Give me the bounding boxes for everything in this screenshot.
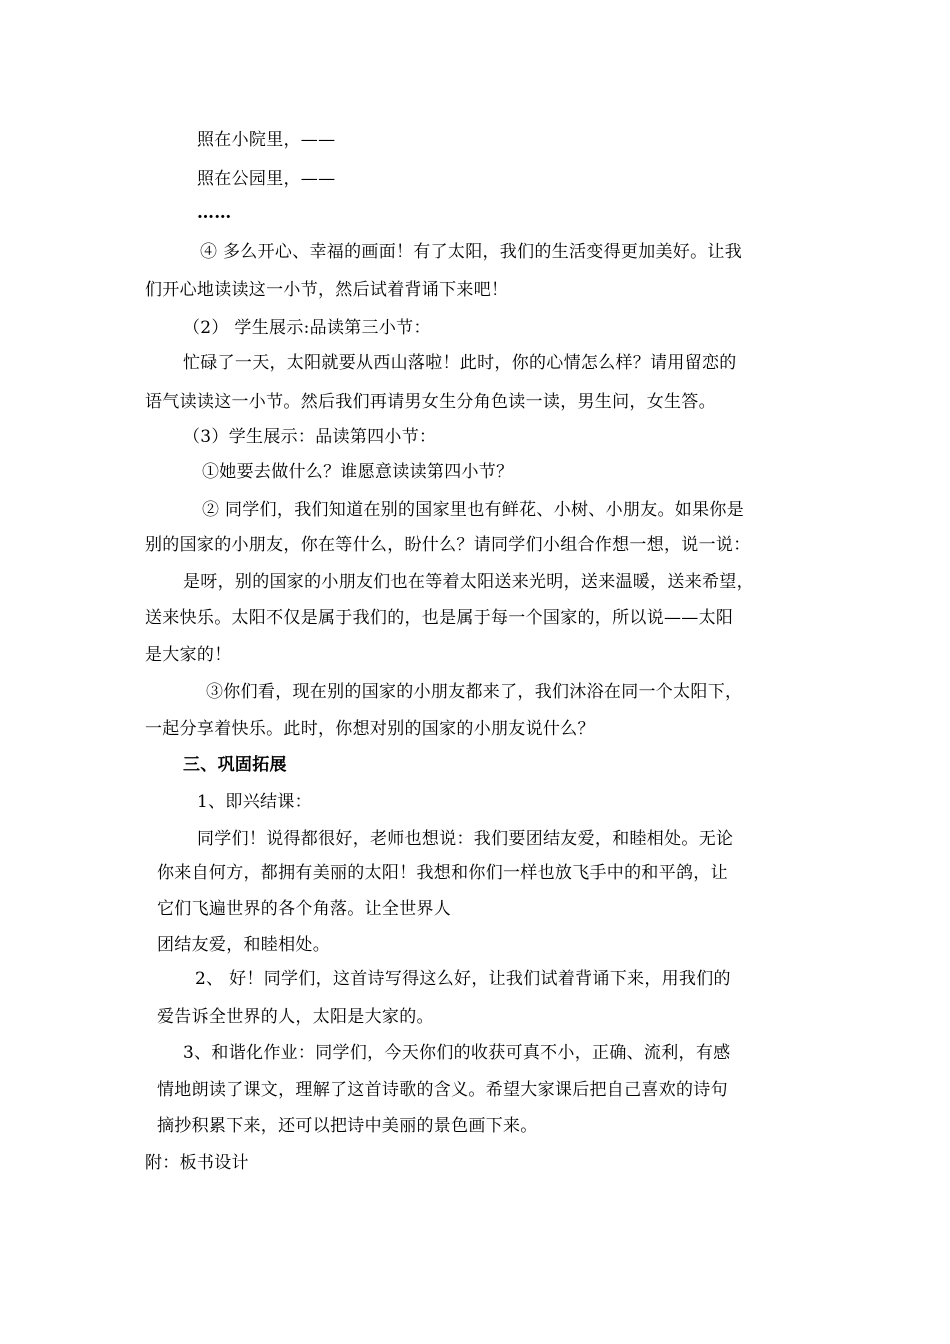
text-line: 忙碌了一天，太阳就要从西山落啦！此时，你的心情怎么样？请用留恋的 [183, 353, 737, 373]
text-line: 是大家的！ [145, 645, 232, 665]
subsection-heading: （2） 学生展示:品读第三小节： [183, 318, 431, 338]
text-line: 摘抄积累下来，还可以把诗中美丽的景色画下来。 [157, 1116, 538, 1136]
text-line: 情地朗读了课文，理解了这首诗歌的含义。希望大家课后把自己喜欢的诗句 [157, 1080, 728, 1100]
text-line: ② 同学们，我们知道在别的国家里也有鲜花、小树、小朋友。如果你是 [202, 500, 745, 520]
text-line: ①她要去做什么？谁愿意读读第四小节？ [202, 462, 514, 482]
text-line: 同学们！说得都很好，老师也想说：我们要团结友爱，和睦相处。无论 [197, 829, 734, 849]
subsection-heading: 1、即兴结课： [197, 792, 312, 812]
text-line: 2、 好！同学们，这首诗写得这么好，让我们试着背诵下来，用我们的 [195, 969, 731, 989]
text-line: 别的国家的小朋友，你在等什么，盼什么？请同学们小组合作想一想，说一说： [145, 535, 751, 555]
text-line: 送来快乐。太阳不仅是属于我们的，也是属于每一个国家的，所以说——太阳 [145, 608, 734, 628]
text-line: 团结友爱，和睦相处。 [157, 935, 330, 955]
section-heading: 三、巩固拓展 [183, 755, 287, 775]
text-line: 3、和谐化作业：同学们，今天你们的收获可真不小，正确、流利，有感 [183, 1043, 731, 1063]
text-line: 照在小院里，—— [197, 130, 336, 150]
text-line: 照在公园里，—— [197, 169, 336, 189]
text-line: 是呀，别的国家的小朋友们也在等着太阳送来光明，送来温暖，送来希望， [183, 572, 754, 592]
appendix-heading: 附：板书设计 [145, 1153, 249, 1173]
text-line: 们开心地读读这一小节，然后试着背诵下来吧！ [145, 280, 509, 300]
text-line: 一起分享着快乐。此时，你想对别的国家的小朋友说什么？ [145, 719, 595, 739]
text-line: 语气读读这一小节。然后我们再请男女生分角色读一读，男生问，女生答。 [145, 392, 716, 412]
text-line: 它们飞遍世界的各个角落。让全世界人 [157, 899, 452, 919]
text-line: 爱告诉全世界的人，太阳是大家的。 [157, 1007, 434, 1027]
text-line: ③你们看，现在别的国家的小朋友都来了，我们沐浴在同一个太阳下， [206, 682, 743, 702]
ellipsis-line: …… [197, 203, 232, 223]
text-line: ④ 多么开心、幸福的画面！有了太阳，我们的生活变得更加美好。让我 [200, 242, 743, 262]
subsection-heading: （3）学生展示：品读第四小节： [183, 427, 437, 447]
text-line: 你来自何方，都拥有美丽的太阳！我想和你们一样也放飞手中的和平鸽，让 [157, 863, 728, 883]
